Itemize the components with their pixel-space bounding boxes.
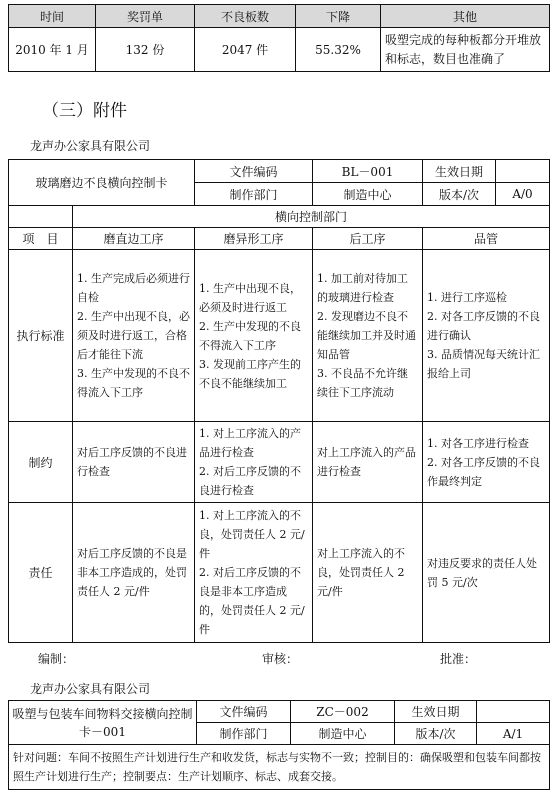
company-name: 龙声办公家具有限公司 <box>30 139 151 153</box>
list-item: 1. 加工前对待加工的玻璃进行检查 <box>317 272 408 304</box>
card2-doc-code-label: 文件编码 <box>197 701 291 723</box>
col-header-post-process: 后工序 <box>313 228 423 250</box>
summary-header-cell: 不良板数 <box>195 5 296 28</box>
summary-header-cell: 时间 <box>9 5 96 28</box>
card2-doc-code-value: ZC－002 <box>291 701 395 723</box>
standard-cell <box>73 250 195 422</box>
list-item: 2. 对后工序反馈的不良进行检查 <box>199 465 301 497</box>
list-item: 对违反要求的责任人处罚 5 元/次 <box>427 556 537 589</box>
col-header-shaped-edge: 磨异形工序 <box>195 228 313 250</box>
constraint-cell <box>73 422 195 503</box>
col-header-qc: 品管 <box>423 228 550 250</box>
list-item: 2. 对后工序反馈的不良是非本工序造成的，处罚责任人 2 元/件 <box>199 566 305 636</box>
version-value: A/0 <box>512 187 533 201</box>
summary-table <box>8 4 550 72</box>
list-item: 1. 生产完成后必须进行自检 <box>77 272 190 304</box>
card2-dept-value: 制造中心 <box>291 723 395 745</box>
column-header-row <box>9 228 550 250</box>
summary-cell-defects: 2047 件 <box>195 28 296 72</box>
col-header-straight-edge: 磨直边工序 <box>73 228 195 250</box>
col-header-item: 项 目 <box>9 228 73 250</box>
list-item: 3. 不良品不允许继续往下工序流动 <box>317 367 408 399</box>
list-item: 1. 对上工序流入的产品进行检查 <box>199 427 301 459</box>
summary-cell-tickets: 132 份 <box>96 28 195 72</box>
standard-cell <box>313 250 423 422</box>
card2-version-value: A/1 <box>477 723 550 745</box>
card-meta-row-1 <box>9 160 550 183</box>
summary-cell-decrease: 55.32% <box>296 28 381 72</box>
list-item: 1. 进行工序巡检 <box>427 291 507 304</box>
list-item: 1. 生产中出现不良，必须及时进行返工 <box>199 281 301 314</box>
summary-header-row <box>9 5 550 28</box>
company-name: 龙声办公家具有限公司 <box>30 682 151 696</box>
doc-code-value: BL－001 <box>313 160 423 183</box>
summary-header-cell: 其他 <box>381 5 550 28</box>
summary-header-cell: 下降 <box>296 5 381 28</box>
list-item: 1. 对上工序流入的不良，处罚责任人 2 元/件 <box>199 509 305 560</box>
card2-effective-date-value <box>477 701 550 723</box>
constraint-cell <box>195 422 313 503</box>
list-item: 对上工序流入的产品进行检查 <box>317 446 416 478</box>
responsibility-cell <box>423 503 550 643</box>
summary-cell-other: 吸塑完成的每种板都分开堆放和标志，数目也准确了 <box>381 28 550 72</box>
control-card-2-table <box>8 700 550 790</box>
list-item: 2. 对各工序反馈的不良进行确认 <box>427 310 540 342</box>
signature-approved: 批准： <box>440 652 477 666</box>
constraint-cell <box>313 422 423 503</box>
constraint-cell <box>423 422 550 503</box>
card2-effective-date-label: 生效日期 <box>395 701 477 723</box>
card-title: 玻璃磨边不良横向控制卡 <box>9 160 195 206</box>
summary-header-cell: 奖罚单 <box>96 5 195 28</box>
list-item: 3. 生产中发现的不良不得流入下工序 <box>77 367 190 399</box>
row-label: 责任 <box>9 503 73 643</box>
table-row <box>9 250 550 422</box>
table-row <box>9 422 550 503</box>
standard-cell <box>195 250 313 422</box>
list-item: 对后工序反馈的不良进行检查 <box>77 446 187 478</box>
list-item: 3. 品质情况每天统计汇报给上司 <box>427 348 540 380</box>
list-item: 3. 发现前工序产生的不良不能继续加工 <box>199 357 301 390</box>
row-label: 执行标准 <box>9 250 73 422</box>
signature-reviewed: 审核： <box>262 652 299 666</box>
card2-dept-label: 制作部门 <box>197 723 291 745</box>
card2-footer-row <box>9 745 550 790</box>
dept-label: 制作部门 <box>195 183 313 206</box>
doc-code-label: 文件编码 <box>195 160 313 183</box>
version-group <box>423 183 550 206</box>
card2-title: 吸塑与包装车间物料交接横向控制卡－001 <box>9 701 197 745</box>
signature-prepared: 编制： <box>38 652 75 666</box>
control-card-table <box>8 159 550 643</box>
control-dept-row <box>9 206 550 228</box>
row-label: 制约 <box>9 422 73 503</box>
list-item: 2. 发现磨边不良不能继续加工并及时通知品管 <box>317 310 416 361</box>
card2-meta-row-1 <box>9 701 550 723</box>
effective-date-value <box>496 160 549 182</box>
version-label: 版本/次 <box>423 183 496 205</box>
section-title: （三）附件 <box>42 101 127 121</box>
list-item: 2. 对各工序反馈的不良作最终判定 <box>427 455 540 488</box>
effective-date-group <box>423 160 550 183</box>
control-dept-title: 横向控制部门 <box>73 206 550 228</box>
list-item: 对后工序反馈的不良是非本工序造成的，处罚责任人 2 元/件 <box>77 547 187 598</box>
table-row <box>9 503 550 643</box>
responsibility-cell <box>73 503 195 643</box>
dept-value: 制造中心 <box>313 183 423 206</box>
summary-data-row <box>9 28 550 72</box>
effective-date-label: 生效日期 <box>423 160 496 182</box>
list-item: 2. 生产中出现不良，必须及时进行返工，合格后才能往下流 <box>77 310 190 361</box>
summary-cell-time: 2010 年 1 月 <box>9 28 96 72</box>
card2-footer-text: 针对问题：车间不按照生产计划进行生产和收发货，标志与实物不一致；控制目的：确保吸塑和包装车间都按照生产计划进行生产；控制要点：生产计划顺序、标志、成套交接。 <box>9 745 550 790</box>
list-item: 对上工序流入的不良，处罚责任人 2 元/件 <box>317 547 405 598</box>
card2-version-label: 版本/次 <box>395 723 477 745</box>
standard-cell <box>423 250 550 422</box>
list-item: 1. 对各工序进行检查 <box>427 436 529 450</box>
responsibility-cell <box>313 503 423 643</box>
responsibility-cell <box>195 503 313 643</box>
list-item: 2. 生产中发现的不良不得流入下工序 <box>199 319 301 352</box>
